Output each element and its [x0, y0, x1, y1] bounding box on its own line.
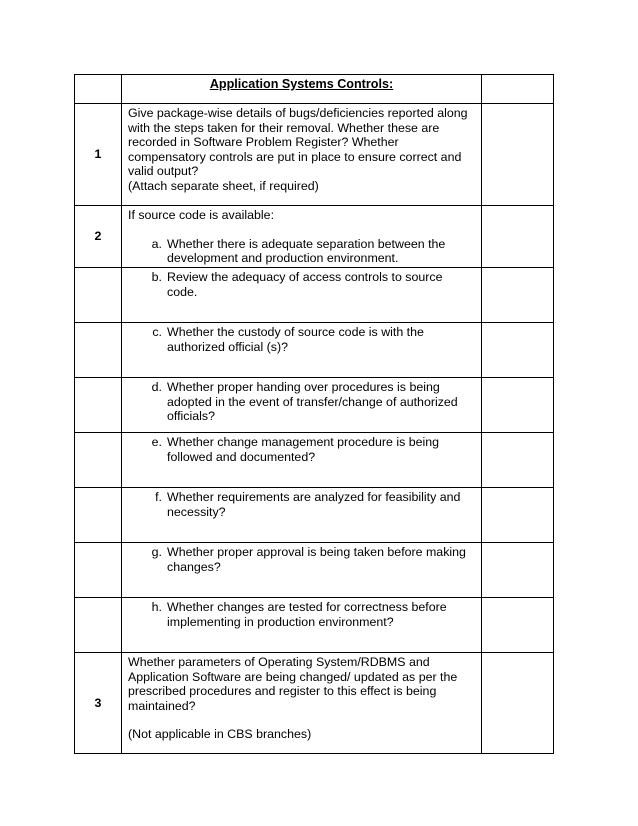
row-question-cell: [122, 488, 482, 543]
response-cell[interactable]: [482, 378, 554, 433]
list-item-text: Whether the custody of source code is with the authorized official (s)?: [167, 325, 424, 354]
row-number: 3: [75, 653, 122, 754]
list-item-text: Whether change management procedure is being followed and documented?: [167, 435, 440, 464]
response-cell[interactable]: [482, 206, 554, 268]
list-item: [128, 270, 475, 299]
response-cell[interactable]: [482, 598, 554, 653]
header-title-cell: [122, 75, 482, 104]
table-row: [75, 268, 554, 323]
table-row: [75, 378, 554, 433]
row-number: 2: [75, 206, 122, 268]
row-question-cell: [122, 104, 482, 206]
list-marker: a.: [151, 236, 162, 251]
row-number-empty: [75, 488, 122, 543]
question-text: Whether parameters of Operating System/RDBMS and Application Software are being changed/ updated as per the prescribed procedures and register to this effect is being maintained?: [128, 655, 458, 713]
table-row: [75, 433, 554, 488]
list-item-text: Whether proper handing over procedures is being adopted in the event of transfer/change of authorized officials?: [167, 380, 458, 424]
row-number-empty: [75, 268, 122, 323]
application-controls-table: [74, 74, 554, 754]
list-item-text: Whether changes are tested for correctness before implementing in production environment?: [167, 600, 447, 629]
response-cell[interactable]: [482, 104, 554, 206]
list-item-text: Review the adequacy of access controls to source code.: [167, 270, 443, 299]
list-item: [128, 600, 475, 629]
row-question-cell: [122, 653, 482, 754]
question-note: (Not applicable in CBS branches): [128, 727, 312, 742]
table-row: [75, 543, 554, 598]
list-item-text: Whether proper approval is being taken before making changes?: [167, 545, 466, 574]
table-row: [75, 598, 554, 653]
list-item: [128, 545, 475, 574]
table-heading: Application Systems Controls:: [209, 77, 394, 91]
row-number-empty: [75, 323, 122, 378]
list-marker: e.: [151, 435, 162, 449]
row-question-cell: [122, 598, 482, 653]
row-number-empty: [75, 543, 122, 598]
table-row: [75, 323, 554, 378]
list-marker: c.: [152, 325, 162, 339]
header-response-cell: [482, 75, 554, 104]
row-question-cell: [122, 433, 482, 488]
response-cell[interactable]: [482, 653, 554, 754]
list-item: [128, 380, 475, 424]
row-question-cell: [122, 378, 482, 433]
question-note: (Attach separate sheet, if required): [128, 178, 319, 193]
row-number-empty: [75, 598, 122, 653]
response-cell[interactable]: [482, 543, 554, 598]
list-item-text: Whether there is adequate separation between the development and production environment.: [167, 236, 446, 266]
table-row: [75, 653, 554, 754]
list-marker: h.: [151, 600, 162, 614]
row-question-cell: [122, 268, 482, 323]
list-item: [128, 237, 475, 266]
response-cell[interactable]: [482, 433, 554, 488]
list-marker: f.: [155, 490, 162, 504]
list-marker: b.: [151, 270, 162, 284]
response-cell[interactable]: [482, 323, 554, 378]
row-question-cell: [122, 323, 482, 378]
table-row: [75, 206, 554, 268]
table-header-row: [75, 75, 554, 104]
list-marker: d.: [151, 380, 162, 394]
response-cell[interactable]: [482, 268, 554, 323]
list-item: [128, 325, 475, 354]
response-cell[interactable]: [482, 488, 554, 543]
question-text: Give package-wise details of bugs/deficiencies reported along with the steps taken for their removal. Whether these are recorded in Software Problem Register? Whether compensatory controls are put in place to ensure correct and valid output?: [128, 106, 468, 179]
row-question-cell: [122, 543, 482, 598]
row-number-empty: [75, 378, 122, 433]
list-marker: g.: [151, 545, 162, 559]
header-number-cell: [75, 75, 122, 104]
list-item: [128, 490, 475, 519]
row-number-empty: [75, 433, 122, 488]
table-row: [75, 488, 554, 543]
row-question-cell: [122, 206, 482, 268]
table-row: [75, 104, 554, 206]
list-item: [128, 435, 475, 464]
row-number: 1: [75, 104, 122, 206]
list-item-text: Whether requirements are analyzed for feasibility and necessity?: [167, 490, 461, 519]
question-intro: If source code is available:: [128, 208, 275, 222]
